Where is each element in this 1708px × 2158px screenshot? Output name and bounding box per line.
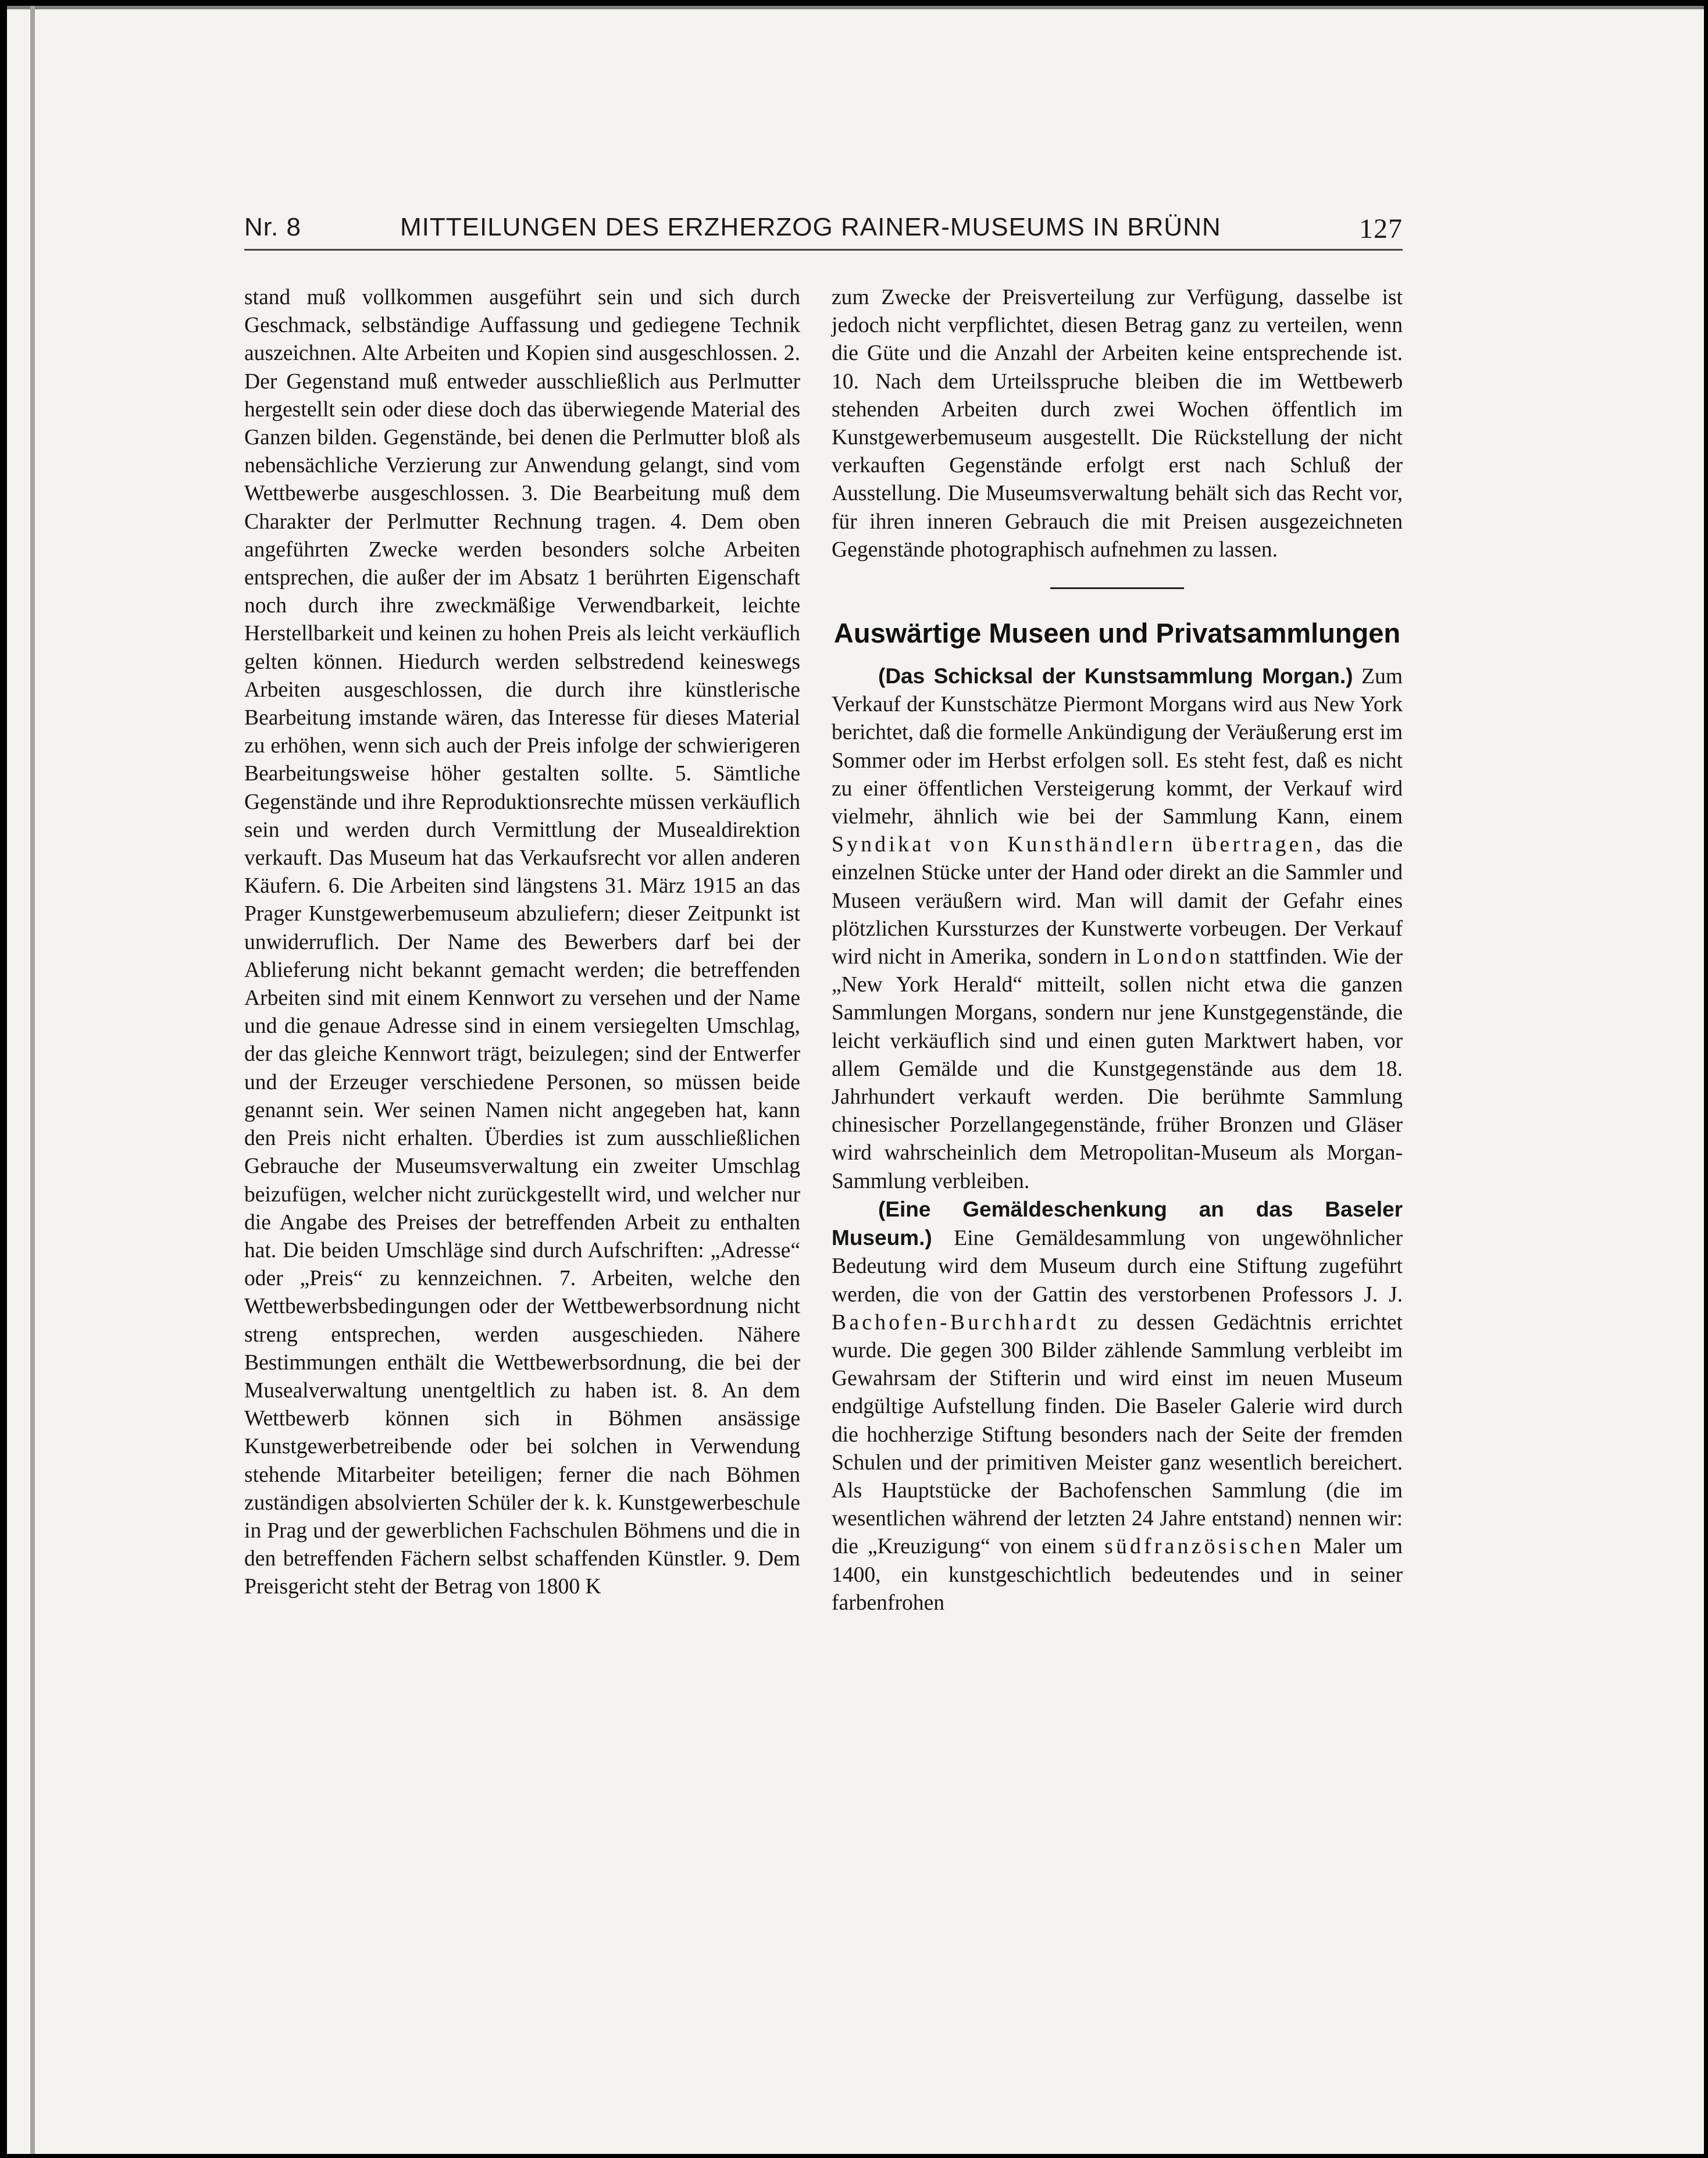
article-basel-spaced: Bachofen-Burchhardt (832, 1310, 1079, 1335)
header-rule (244, 249, 1403, 251)
section-heading: Auswärtige Museen und Privatsammlungen (833, 618, 1401, 649)
article-basel-text: zu dessen Gedächtnis errichtet wurde. Die gegen 300 Bilder zählende Sammlung verbleibt im Gewahrsam der Stifterin und wird einst im neuen Museum endgültige Aufstellung finden. Die Baseler Galerie wird durch die hochherzige Stiftung besonders nach der Seite der fremden Schulen und der primitiven Meister ganz wesentlich bereichert. Als Hauptstücke der Bachofenschen Sammlung (die im wesentlichen während der letzten 24 Jahre entstand) nennen wir: die „Kreuzigung“ von einem (832, 1310, 1403, 1559)
journal-title: MITTEILUNGEN DES ERZHERZOG RAINER-MUSEUMS IN BRÜNN (400, 213, 1221, 241)
right-column (832, 284, 1403, 1906)
competition-rules-paragraph: stand muß vollkommen ausgeführt sein und sich durch Geschmack, selbständige Auffassung und gediegene Technik auszeichnen. Alte Arbeiten und Kopien sind ausgeschlossen. 2. Der Gegenstand muß entweder ausschließlich aus Perlmutter hergestellt sein oder diese doch das überwiegende Material des Ganzen bilden. Gegenstände, bei denen die Perlmutter bloß als nebensächliche Verzierung zur Anwendung gelangt, sind vom Wettbewerbe ausgeschlossen. 3. Die Bearbeitung muß dem Charakter der Perlmutter Rechnung tragen. 4. Dem oben angeführten Zwecke werden besonders solche Arbeiten entsprechen, die außer der im Absatz 1 berührten Eigenschaft noch durch ihre zweckmäßige Verwendbarkeit, leichte Herstellbarkeit und keinen zu hohen Preis als leicht verkäuflich gelten können. Hiedurch werden selbstredend keineswegs Arbeiten ausgeschlossen, die durch ihre künstlerische Bearbeitung imstande wären, das Interesse für dieses Material zu erhöhen, wenn sich auch der Preis infolge der schwierigeren Bearbeitungsweise höher gestalten sollte. 5. Sämtliche Gegenstände und ihre Reproduktionsrechte müssen verkäuflich sein und werden durch Vermittlung der Musealdirektion verkauft. Das Museum hat das Verkaufsrecht vor allen anderen Käufern. 6. Die Arbeiten sind längstens 31. März 1915 an das Prager Kunstgewerbemuseum abzuliefern; dieser Zeitpunkt ist unwiderruflich. Der Name des Bewerbers darf bei der Ablieferung nicht bekannt gemacht werden; die betreffenden Arbeiten sind mit einem Kennwort zu versehen und der Name und die genaue Adresse sind in einem versiegelten Umschlag, der das gleiche Kennwort trägt, beizulegen; sind der Entwerfer und der Erzeuger verschiedene Personen, so müssen beide genannt sein. Wer seinen Namen nicht angegeben hat, kann den Preis nicht erhalten. Überdies ist zum ausschließlichen Gebrauche der Museumsverwaltung ein zweiter Umschlag beizufügen, welcher nicht zurückgestellt wird, und welcher nur die Angabe des Preises der betreffenden Arbeit zu enthalten hat. Die beiden Umschläge sind durch Aufschriften: „Adresse“ oder „Preis“ zu kennzeichnen. 7. Arbeiten, welche den Wettbewerbsbedingungen oder der Wettbewerbsordnung nicht streng entsprechen, werden ausgeschieden. Nähere Bestimmungen enthält die Wettbewerbsordnung, die bei der Musealverwaltung unentgeltlich zu haben ist. 8. An dem Wettbewerb können sich in Böhmen ansässige Kunstgewerbetreibende oder bei solchen in Verwendung stehende Mitarbeiter beteiligen; ferner die nach Böhmen zuständigen absolvierten Schüler der k. k. Kunstgewerbeschule in Prag und der gewerblichen Fachschulen Böhmens und die in den betreffenden Fächern selbst schaffenden Künstler. 9. Dem Preisgericht steht der Betrag von 1800 K (244, 286, 800, 1599)
article-basel-text: Eine Gemäldesammlung von ungewöhnlicher Bedeutung wird dem Museum durch eine Stiftung zugeführt werden, die von der Gattin des verstorbenen Professors J. J. (832, 1226, 1403, 1307)
article-morgan-lead: (Das Schicksal der Kunstsammlung Morgan.) (878, 664, 1353, 689)
left-column (244, 284, 800, 1906)
issue-number: Nr. 8 (244, 213, 301, 241)
article-morgan-text: stattfinden. Wie der „New York Herald“ mitteilt, sollen nicht etwa die ganzen Sammlungen Morgans, sondern nur jene Kunstgegenstände, die leicht verkäuflich sind und einen guten Marktwert haben, vor allem Gemälde und die Kunstgegenstände aus dem 18. Jahrhundert verkauft werden. Die berühmte Sammlung chinesischer Porzellangegenstände, früher Bronzen und Gläser wird wahrscheinlich dem Metropolitan-Museum als Morgan-Sammlung verbleiben. (832, 945, 1403, 1193)
article-morgan-spaced: Syndikat von Kunsthändlern übertragen (832, 833, 1316, 857)
section-separator (1050, 587, 1184, 589)
article-basel-text: Maler um 1400, ein kunstgeschichtlich bedeutendes und in seiner farbenfrohen (832, 1535, 1403, 1615)
running-header (244, 209, 1403, 250)
page-number: 127 (1359, 213, 1403, 244)
scan-edge-top (7, 6, 1704, 9)
article-basel (832, 1196, 1403, 1617)
scan-edge-left (30, 6, 35, 2154)
competition-rules-continuation: zum Zwecke der Preisverteilung zur Verfügung, dasselbe ist jedoch nicht verpflichtet, diesen Betrag ganz zu verteilen, wenn die Güte und die Anzahl der Arbeiten keine entsprechende ist. 10. Nach dem Urteilsspruche bleiben die im Wettbewerb stehenden Arbeiten durch zwei Wochen öffentlich im Kunstgewerbemuseum ausgestellt. Die Rückstellung der nicht verkauften Gegenstände erfolgt erst nach Schluß der Ausstellung. Die Museumsverwaltung behält sich das Recht vor, für ihren inneren Gebrauch die mit Preisen ausgezeichneten Gegenstände photographisch aufnehmen zu lassen. (832, 286, 1403, 562)
article-morgan-spaced: London (1136, 945, 1224, 969)
article-basel-lead: (Eine Gemäldeschenkung an das Baseler Museum.) (832, 1197, 1403, 1250)
article-morgan (832, 662, 1403, 1196)
article-basel-spaced: südfranzösischen (1104, 1535, 1304, 1559)
article-morgan-text: , das die einzelnen Stücke unter der Hand oder direkt an die Sammler und Museen veräußern wird. Man will damit der Gefahr eines plötzlichen Kurssturzes der Kunstwerte vorbeugen. Der Verkauf wird nicht in Amerika, sondern in (832, 833, 1403, 969)
page-sheet (7, 6, 1704, 2154)
article-morgan-text: Zum Verkauf der Kunstschätze Piermont Morgans wird aus New York berichtet, daß die formelle Ankündigung der Veräußerung erst im Sommer oder im Herbst erfolgen soll. Es steht fest, daß es nicht zu einer öffentlichen Versteigerung kommt, der Verkauf wird vielmehr, ähnlich wie bei der Sammlung Kann, einem (832, 665, 1403, 829)
